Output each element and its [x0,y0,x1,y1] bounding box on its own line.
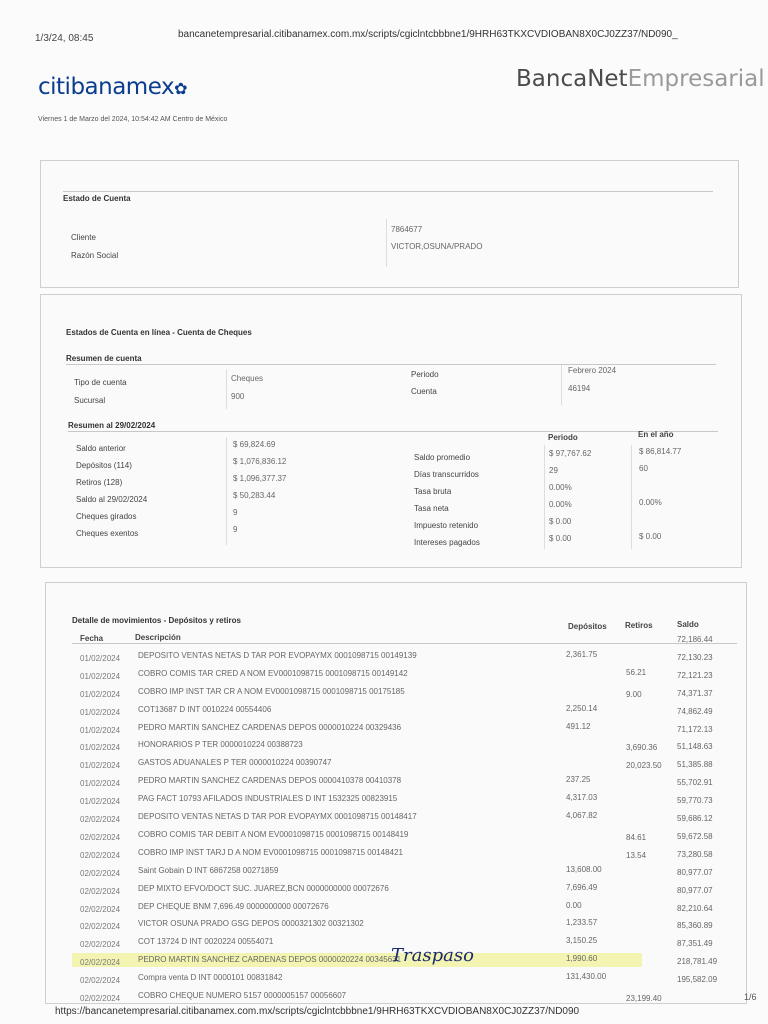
deposito-cell: 2,250.14 [566,703,598,713]
descripcion-cell: COBRO IMP INST TARJ D A NOM EV0001098715 0001098715 00148421 [138,847,403,857]
footer-url: https://bancanetempresarial.citibanamex.com.mx/scripts/cgiclntcbbbne1/9HRH63TKXCVDIOBAN8X0CJ0ZZ37/ND090 [55,1006,580,1017]
saldo-cell: 80,977.07 [677,867,713,877]
retiro-cell: 20,023.50 [626,761,662,771]
descripcion-cell: COBRO IMP INST TAR CR A NOM EV0001098715 0001098715 00175185 [138,686,405,696]
cheques-title: Estados de Cuenta en línea - Cuenta de Cheques [66,328,252,337]
resumen-periodo-value: 0.00% [549,500,572,509]
retiro-cell: 3,690.36 [626,743,658,753]
deposito-cell: 491.12 [566,721,591,731]
saldo-cell: 51,385.88 [677,760,713,770]
resumen-periodo-value: $ 0.00 [549,534,572,543]
saldo-cell: 59,672.58 [677,831,713,841]
print-url: bancanetempresarial.citibanamex.com.mx/scripts/cgiclntcbbbne1/9HRH63TKXCVDIOBAN8X0CJ0ZZ37/ND090_ [178,29,678,40]
deposito-cell: 7,696.49 [566,882,598,892]
fecha-cell: 01/02/2024 [80,779,121,789]
descripcion-cell: PEDRO MARTIN SANCHEZ CARDENAS DEPOS 0000410378 00410378 [138,776,402,786]
fecha-cell: 01/02/2024 [80,725,121,735]
retiro-cell: 13.54 [626,850,647,860]
razon-social-label: Razón Social [71,251,119,260]
resumen-value: 9 [233,508,238,517]
resumen-right-label: Tasa neta [414,504,449,513]
descripcion-cell: Saint Gobain D INT 6867258 00271859 [138,865,279,875]
fecha-cell: 01/02/2024 [80,689,121,699]
razon-social-value: VICTOR,OSUNA/PRADO [391,242,483,251]
resumen-periodo-value: $ 0.00 [549,517,572,526]
tipo-cuenta-label: Tipo de cuenta [74,378,127,387]
deposito-cell: 0.00 [566,900,582,910]
saldo-cell: 55,702.91 [677,778,713,788]
fecha-cell: 01/02/2024 [80,743,121,753]
col-anio-header: En el año [638,430,674,439]
saldo-cell: 59,770.73 [677,796,713,806]
saldo-cell: 195,582.09 [677,975,718,985]
periodo-value: Febrero 2024 [568,366,617,375]
brand-title: BancaNetEmpresarial [516,66,765,92]
descripcion-cell: HONORARIOS P TER 0000010224 00388723 [138,740,303,750]
sucursal-value: 900 [231,392,245,401]
fecha-cell: 02/02/2024 [80,940,121,950]
fecha-cell: 02/02/2024 [80,815,121,824]
resumen-title: Resumen de cuenta [66,354,142,363]
resumen-right-label: Días transcurridos [414,470,479,479]
saldo-cell: 74,862.49 [677,706,713,716]
descripcion-cell: VICTOR OSUNA PRADO GSG DEPOS 0000321302 00321302 [138,919,364,929]
movimientos-panel [45,582,747,1004]
cuenta-cheques-panel [40,294,742,568]
descripcion-cell: COT 13724 D INT 0020224 00554071 [138,937,274,947]
col-retiros-header: Retiros [625,621,653,630]
resumen-value: $ 1,076,836.12 [233,457,287,466]
retiro-cell: 23,199.40 [626,994,662,1003]
col-fecha-header: Fecha [80,634,104,643]
page-number: 1/6 [744,992,757,1002]
descripcion-cell: DEPOSITO VENTAS NETAS D TAR POR EVOPAYMX 0001098715 00149139 [138,650,417,660]
saldo-cell: 87,351.49 [677,939,713,949]
deposito-cell: 4,067.82 [566,811,598,820]
resumen-label: Cheques exentos [76,529,139,538]
handwritten-note: Traspaso [391,945,474,966]
retiro-cell: 9.00 [626,689,642,699]
cliente-value: 7864677 [391,225,423,234]
descripcion-cell: COBRO COMIS TAR CRED A NOM EV0001098715 0001098715 00149142 [138,668,408,678]
resumen-label: Saldo anterior [76,444,126,453]
saldo-cell: 72,186.44 [677,635,713,644]
movimientos-title: Detalle de movimientos - Depósitos y retiros [72,616,241,625]
fecha-cell: 01/02/2024 [80,707,121,717]
fecha-cell: 02/02/2024 [80,904,121,914]
retiro-cell: 84.61 [626,832,647,842]
fecha-cell: 01/02/2024 [80,671,121,681]
fecha-cell: 01/02/2024 [80,653,121,663]
deposito-cell: 3,150.25 [566,936,598,946]
descripcion-cell: DEP CHEQUE BNM 7,696.49 0000000000 00072676 [138,901,329,911]
descripcion-cell: COBRO CHEQUE NUMERO 5157 0000005157 00056607 [138,991,347,1000]
resumen-periodo-value: 0.00% [549,483,572,492]
resumen-right-label: Saldo promedio [414,453,471,462]
cliente-label: Cliente [71,233,96,242]
fecha-cell: 02/02/2024 [80,922,121,932]
resumen-periodo-value: $ 97,767.62 [549,449,592,458]
resumen-right-label: Intereses pagados [414,538,480,547]
descripcion-cell: GASTOS ADUANALES P TER 0000010224 00390747 [138,758,332,768]
saldo-cell: 82,210.64 [677,903,713,913]
fecha-cell: 01/02/2024 [80,761,121,771]
saldo-cell: 218,781.49 [677,957,718,967]
resumen-right-label: Impuesto retenido [414,521,479,530]
descripcion-cell: PEDRO MARTIN SANCHEZ CARDENAS DEPOS 0000020224 00345631 [138,955,402,965]
saldo-cell: 85,360.89 [677,921,713,931]
resumen-anio-value: 0.00% [639,498,662,507]
resumen-anio-value: $ 0.00 [639,532,662,541]
print-date: 1/3/24, 08:45 [35,33,94,44]
saldo-cell: 72,121.23 [677,670,713,680]
descripcion-cell: PEDRO MARTIN SANCHEZ CARDENAS DEPOS 0000010224 00329436 [138,722,402,732]
deposito-cell: 1,233.57 [566,918,598,928]
fecha-cell: 02/02/2024 [80,886,121,896]
resumen-value: $ 50,283.44 [233,491,276,500]
descripcion-cell: DEPOSITO VENTAS NETAS D TAR POR EVOPAYMX 0001098715 00148417 [138,812,417,821]
tipo-cuenta-value: Cheques [231,374,264,383]
col-periodo-header: Periodo [548,433,578,442]
timestamp: Viernes 1 de Marzo del 2024, 10:54:42 AM Centro de México [38,116,228,123]
resumen-periodo-value: 29 [549,466,558,475]
resumen-value: $ 69,824.69 [233,440,276,449]
resumen-label: Saldo al 29/02/2024 [76,495,148,504]
resumen-anio-value: $ 86,814.77 [639,447,682,456]
saldo-cell: 73,280.58 [677,849,713,859]
saldo-cell: 80,977.07 [677,885,713,895]
col-depositos-header: Depósitos [568,622,607,631]
saldo-cell: 74,371.37 [677,688,713,698]
col-descripcion-header: Descripción [135,633,181,642]
deposito-cell: 131,430.00 [566,972,607,982]
cuenta-label: Cuenta [411,387,437,396]
resumen-value: $ 1,096,377.37 [233,474,287,483]
fecha-cell: 02/02/2024 [80,976,121,986]
estado-title: Estado de Cuenta [63,194,131,203]
retiro-cell: 56.21 [626,667,647,677]
saldo-cell: 51,148.63 [677,742,713,752]
fecha-cell: 02/02/2024 [80,994,121,1003]
fecha-cell: 01/02/2024 [80,797,121,807]
logo-emblem-icon: ✿ [174,79,187,98]
deposito-cell: 1,990.60 [566,954,598,964]
fecha-cell: 02/02/2024 [80,832,121,842]
fecha-cell: 02/02/2024 [80,958,121,968]
resumen-label: Retiros (128) [76,478,123,487]
resumen-anio-value: 60 [639,464,648,473]
deposito-cell: 2,361.75 [566,649,598,659]
deposito-cell: 4,317.03 [566,793,598,803]
saldo-cell: 72,130.23 [677,652,713,662]
descripcion-cell: Compra venta D INT 0000101 00831842 [138,973,283,983]
descripcion-cell: COT13687 D INT 0010224 00554406 [138,704,272,714]
fecha-cell: 02/02/2024 [80,850,121,860]
fecha-cell: 02/02/2024 [80,868,121,878]
deposito-cell: 237.25 [566,775,591,785]
resumen-al-title: Resumen al 29/02/2024 [68,421,156,430]
resumen-right-label: Tasa bruta [414,487,452,496]
deposito-cell: 13,608.00 [566,864,602,874]
resumen-label: Cheques girados [76,512,137,521]
descripcion-cell: COBRO COMIS TAR DEBIT A NOM EV0001098715 0001098715 00148419 [138,829,409,839]
descripcion-cell: PAG FACT 10793 AFILADOS INDUSTRIALES D INT 1532325 00823915 [138,794,398,804]
citibanamex-logo: citibanamex✿ [38,74,187,100]
col-saldo-header: Saldo [677,620,699,629]
saldo-cell: 71,172.13 [677,724,713,734]
descripcion-cell: DEP MIXTO EFVO/DOCT SUC. JUAREZ,BCN 0000000000 00072676 [138,883,389,893]
resumen-value: 9 [233,525,238,534]
resumen-label: Depósitos (114) [76,461,132,470]
sucursal-label: Sucursal [74,396,106,405]
estado-de-cuenta-panel [40,160,739,288]
saldo-cell: 59,686.12 [677,814,713,823]
periodo-label: Periodo [411,370,439,379]
cuenta-value: 46194 [568,384,591,393]
